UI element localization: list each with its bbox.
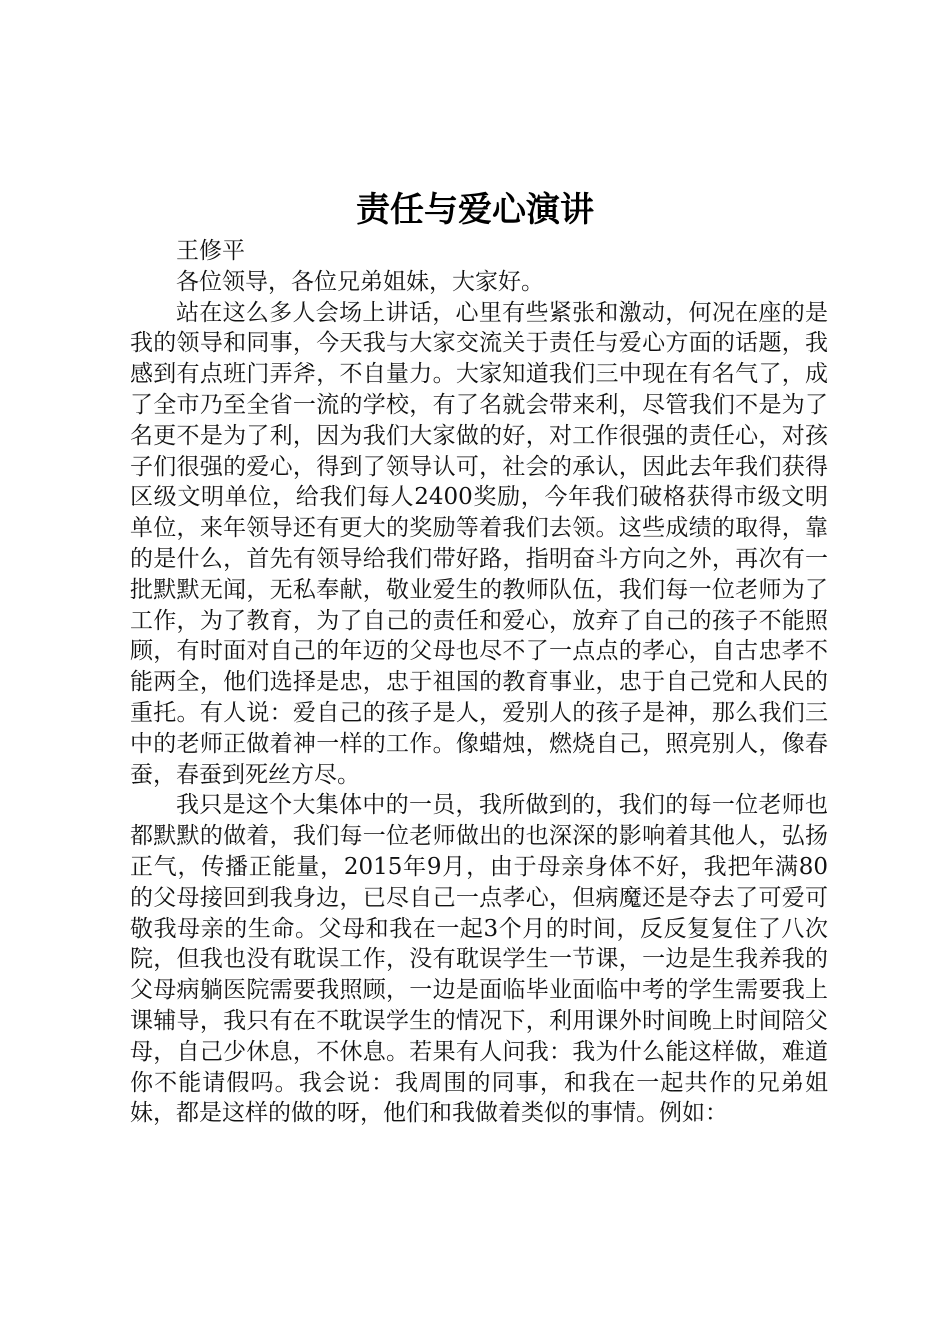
document-body xyxy=(130,236,828,1129)
paragraph-greeting: 各位领导，各位兄弟姐妹，大家好。 xyxy=(176,268,544,295)
document-title: 责任与爱心演讲 xyxy=(356,190,594,230)
author-line: 王修平 xyxy=(176,238,245,264)
paragraph-speech-1: 站在这么多人会场上讲话，心里有些紧张和激动，何况在座的是我的领导和同事，今天我与大家交流关于责任与爱心方面的话题，我感到有点班门弄斧，不自量力。大家知道我们三中现在有名气了，成了全市乃至全省一流的学校，有了名就会带来利，尽管我们不是为了名更不是为了利，因为我们大家做的好，对工作很强的责任心，对孩子们很强的爱心，得到了领导认可，社会的承认，因此去年我们获得区级文明单位，给我们每人2400奖励，今年我们破格获得市级文明单位，来年领导还有更大的奖励等着我们去领。这些成绩的取得，靠的是什么，首先有领导给我们带好路，指明奋斗方向之外，再次有一批默默无闻，无私奉献，敬业爱生的教师队伍，我们每一位老师为了工作，为了教育，为了自己的责任和爱心，放弃了自己的孩子不能照顾，有时面对自己的年迈的父母也尽不了一点点的孝心，自古忠孝不能两全，他们选择是忠，忠于祖国的教育事业，忠于自己党和人民的重托。有人说：爱自己的孩子是人，爱别人的孩子是神，那么我们三中的老师正做着神一样的工作。像蜡烛，燃烧自己，照亮别人，像春蚕，春蚕到死丝方尽。 xyxy=(130,299,828,788)
paragraph-speech-2: 我只是这个大集体中的一员，我所做到的，我们的每一位老师也都默默的做着，我们每一位老师做出的也深深的影响着其他人，弘扬正气，传播正能量，2015年9月，由于母亲身体不好，我把年满80的父母接回到我身边，已尽自己一点孝心，但病魔还是夺去了可爱可敬我母亲的生命。父母和我在一起3个月的时间，反反复复住了八次院，但我也没有耽误工作，没有耽误学生一节课，一边是生我养我的父母病躺医院需要我照顾，一边是面临毕业面临中考的学生需要我上课辅导，我只有在不耽误学生的情况下，利用课外时间晚上时间陪父母，自己少休息，不休息。若果有人问我：我为什么能这样做，难道你不能请假吗。我会说：我周围的同事，和我在一起共作的兄弟姐妹，都是这样的做的呀，他们和我做着类似的事情。例如： xyxy=(130,792,828,1127)
